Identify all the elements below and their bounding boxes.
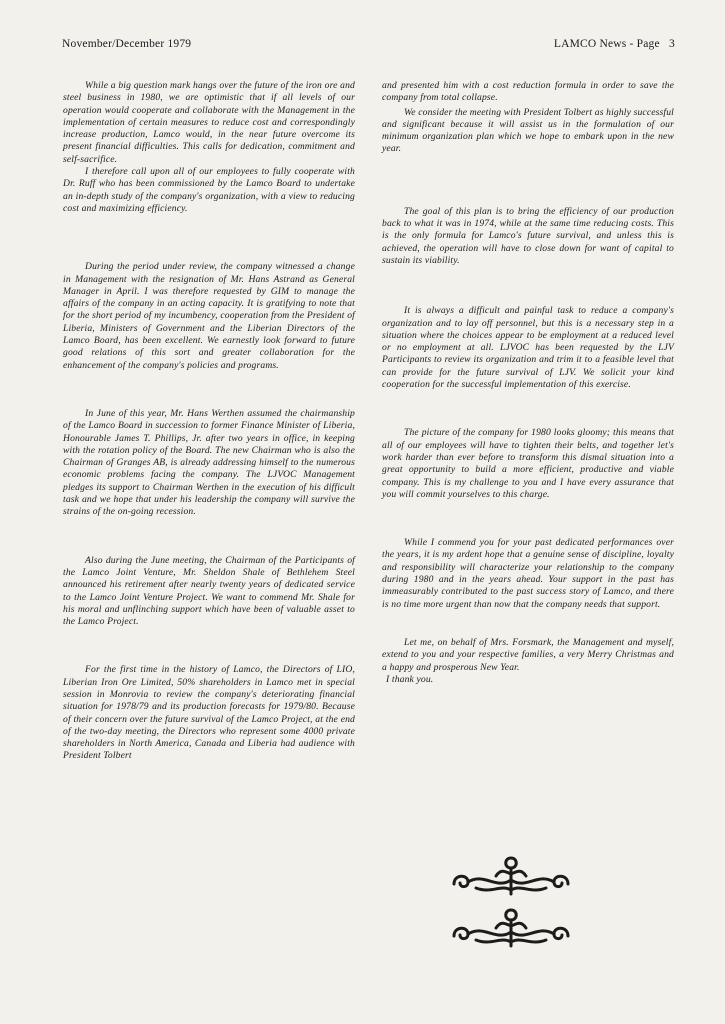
issue-date: November/December 1979 xyxy=(62,38,192,50)
paragraph: Let me, on behalf of Mrs. Forsmark, the Management and myself, extend to you and your respective families, a very Merry Christmas and a happy and prosperous New Year. xyxy=(382,636,674,673)
right-column xyxy=(382,80,674,686)
paragraph: I thank you. xyxy=(386,673,434,685)
paragraph: During the period under review, the company witnessed a change in Management with the resignation of Mr. Hans Astrand as General Manager in April. I was therefore requested by GIM to manage the affairs of the company in an acting capacity. It is gratifying to note that for the short period of my incumbency, cooperation from the President of Liberia, Ministers of Government and the Liberian Directors of the Lamco Board, has been excellent. We earnestly look forward to future good relations of this sort and greater collaboration for the enhancement of the company's policies and programs. xyxy=(63,261,355,371)
paragraph: While I commend you for your past dedicated performances over the years, it is my ardent hope that a genuine sense of discipline, loyalty and responsibility will characterize your relationship to the company during 1980 and in the years ahead. Your support in the past has immeasurably contributed to the past success story of Lamco, and there is no time more urgent than now that the company needs that support. xyxy=(382,537,674,610)
paragraph: The picture of the company for 1980 looks gloomy; this means that all of our employees will have to tighten their belts, and together let's work harder than ever before to transform this dismal situation into a great opportunity to build a more efficient, productive and viable company. This is my challenge to you and I have every assurance that you will commit yourselves to this charge. xyxy=(382,427,674,500)
left-column xyxy=(63,80,355,763)
paragraph: For the first time in the history of Lamco, the Directors of LIO, Liberian Iron Ore Limited, 50% shareholders in Lamco met in special session in Monrovia to review the company's deteriorating financial situation for 1978/79 and its production forecasts for 1979/80. Because of their concern over the future survival of the Lamco Project, at the end of the two-day meeting, the Directors who represent some 4000 private shareholders in North America, Canada and Liberia had audience with President Tolbert xyxy=(63,664,355,762)
page-number: 3 xyxy=(669,38,675,50)
paragraph: The goal of this plan is to bring the efficiency of our production back to what it was in 1974, while at the same time reducing costs. This is the only formula for Lamco's future survival, and unless this is achieved, the operation will have to close down for want of capital to sustain its viability. xyxy=(382,205,674,266)
scroll-ornament-icon xyxy=(446,902,576,952)
paragraph: Also during the June meeting, the Chairman of the Participants of the Lamco Joint Venture, Mr. Sheldon Shale of Bethlehem Steel announced his retirement after nearly twenty years of dedicated service to the Lamco Joint Venture Project. We want to commend Mr. Shale for his moral and unflinching support which have been of valuable asset to the Lamco Project. xyxy=(63,554,355,628)
paragraph: In June of this year, Mr. Hans Werthen assumed the chairmanship of the Lamco Board in succession to former Finance Minister of Liberia, Honourable James T. Phillips, Jr. after two years in office, in keeping with the rotation policy of the Board. The new Chairman who is also the Chairman of Granges AB, is already addressing himself to the numerous economic problems facing the company. The LJVOC Management pledges its support to Chairman Werthen in the execution of his difficult task and we hope that under his leadership the company will survive the strains of the on-going recession. xyxy=(63,407,355,518)
paragraph: and presented him with a cost reduction formula in order to save the company from total collapse. xyxy=(382,80,674,104)
paragraph: It is always a difficult and painful task to reduce a company's organization and to lay off personnel, but this is a necessary step in a situation where the choices appear to be employment at a reduced level or no employment at all. LJVOC has been requested by the LJV Participants to review its organization and trim it to a feasible level that can provide for the future survival of LJV. We solicit your kind cooperation for the successful implementation of this exercise. xyxy=(382,305,674,391)
paragraph: We consider the meeting with President Tolbert as highly successful and significant because it will assist us in the formulation of our minimum organization plan which we hope to embark upon in the new year. xyxy=(382,106,674,155)
publication-name: LAMCO News - Page xyxy=(553,38,660,50)
running-header xyxy=(554,38,675,50)
paragraph: I therefore call upon all of our employees to fully cooperate with Dr. Ruff who has been commissioned by the Lamco Board to undertake an in-depth study of the company's organization, with a view to reducing cost and maximizing efficiency. xyxy=(63,166,355,214)
scroll-ornament-icon xyxy=(446,850,576,900)
paragraph: While a big question mark hangs over the future of the iron ore and steel business in 1980, we are optimistic that if all levels of our operation would cooperate and collaborate with the Management in the implementation of certain measures to reduce cost and correspondingly increase production, Lamco would, in the near future overcome its present financial difficulties. This calls for dedication, commitment and self-sacrifice. xyxy=(63,80,355,165)
